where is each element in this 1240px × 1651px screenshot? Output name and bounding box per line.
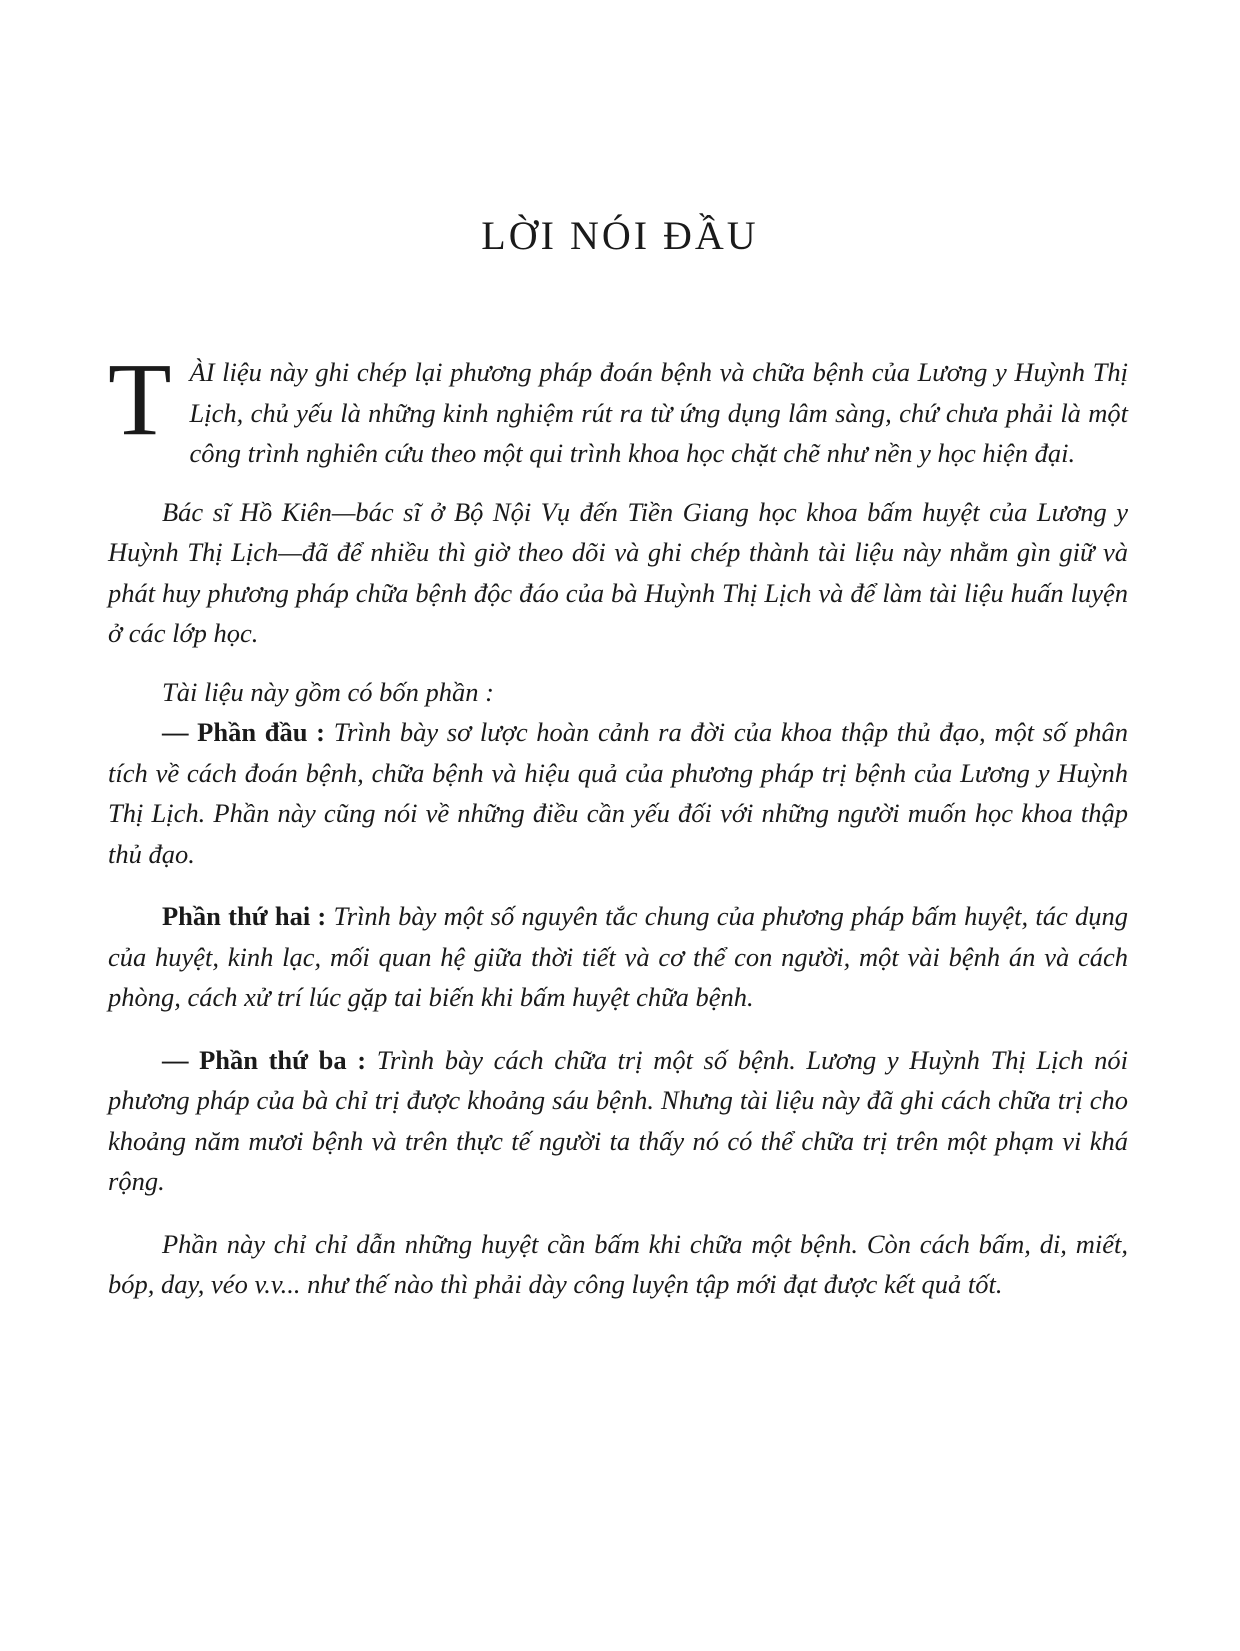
paragraph-closing: Phần này chỉ chỉ dẫn những huyệt cần bấm khi chữa một bệnh. Còn cách bấm, di, miết, bóp, day, véo v.v... như thế nào thì phải dày công luyện tập mới đạt được kết quả tốt. [108,1228,1128,1299]
preface-body [108,342,1129,1305]
intro-paragraph [108,342,1128,474]
paragraph-authors: Bác sĩ Hồ Kiên—bác sĩ ở Bộ Nội Vụ đến Tiền Giang học khoa bấm huyệt của Lương y Huỳnh Thị Lịch—đã để nhiều thì giờ theo dõi và ghi chép thành tài liệu này nhằm gìn giữ và phát huy phương pháp chữa bệnh độc đáo của bà Huỳnh Thị Lịch và để làm tài liệu huấn luyện ở các lớp học. [108,496,1128,648]
part-one-paragraph [108,712,1128,874]
part-two-paragraph [108,896,1128,1018]
part-three-paragraph [108,1040,1128,1202]
part-three-text: Trình bày cách chữa trị một số bệnh. Lương y Huỳnh Thị Lịch nói phương pháp của bà chỉ trị được khoảng sáu bệnh. Nhưng tài liệu này đã ghi cách chữa trị cho khoảng năm mươi bệnh và trên thực tế người ta thấy nó có thể chữa trị trên một phạm vi khá rộng. [108,1044,1129,1196]
page-title: LỜI NÓI ĐẦU [481,213,759,258]
intro-text: ÀI liệu này ghi chép lại phương pháp đoán bệnh và chữa bệnh của Lương y Huỳnh Thị Lịch, chủ yếu là những kinh nghiệm rút ra từ ứng dụng lâm sàng, chứ chưa phải là một công trình nghiên cứu theo một qui trình khoa học chặt chẽ như nền y học hiện đại. [189,357,1128,468]
part-three-lead: — Phần thứ ba : [162,1044,367,1075]
part-two-lead: Phần thứ hai : [162,901,327,931]
part-one-text: Trình bày sơ lược hoàn cảnh ra đời của khoa thập thủ đạo, một số phân tích về cách đoán bệnh, chữa bệnh và hiệu quả của phương pháp trị bệnh của Lương y Huỳnh Thị Lịch. Phần này cũng nói về những điều cần yếu đối với những người muốn học khoa thập thủ đạo. [108,717,1129,869]
paragraph-structure: Tài liệu này gồm có bốn phần : [162,676,494,707]
part-two-text: Trình bày một số nguyên tắc chung của phương pháp bấm huyệt, tác dụng của huyệt, kinh lạc, mối quan hệ giữa thời tiết và cơ thể con người, một vài bệnh án và cách phòng, cách xử trí lúc gặp tai biến khi bấm huyệt chữa bệnh. [108,901,1129,1012]
drop-cap: T [108,342,172,457]
part-one-lead: — Phần đầu : [162,717,325,747]
